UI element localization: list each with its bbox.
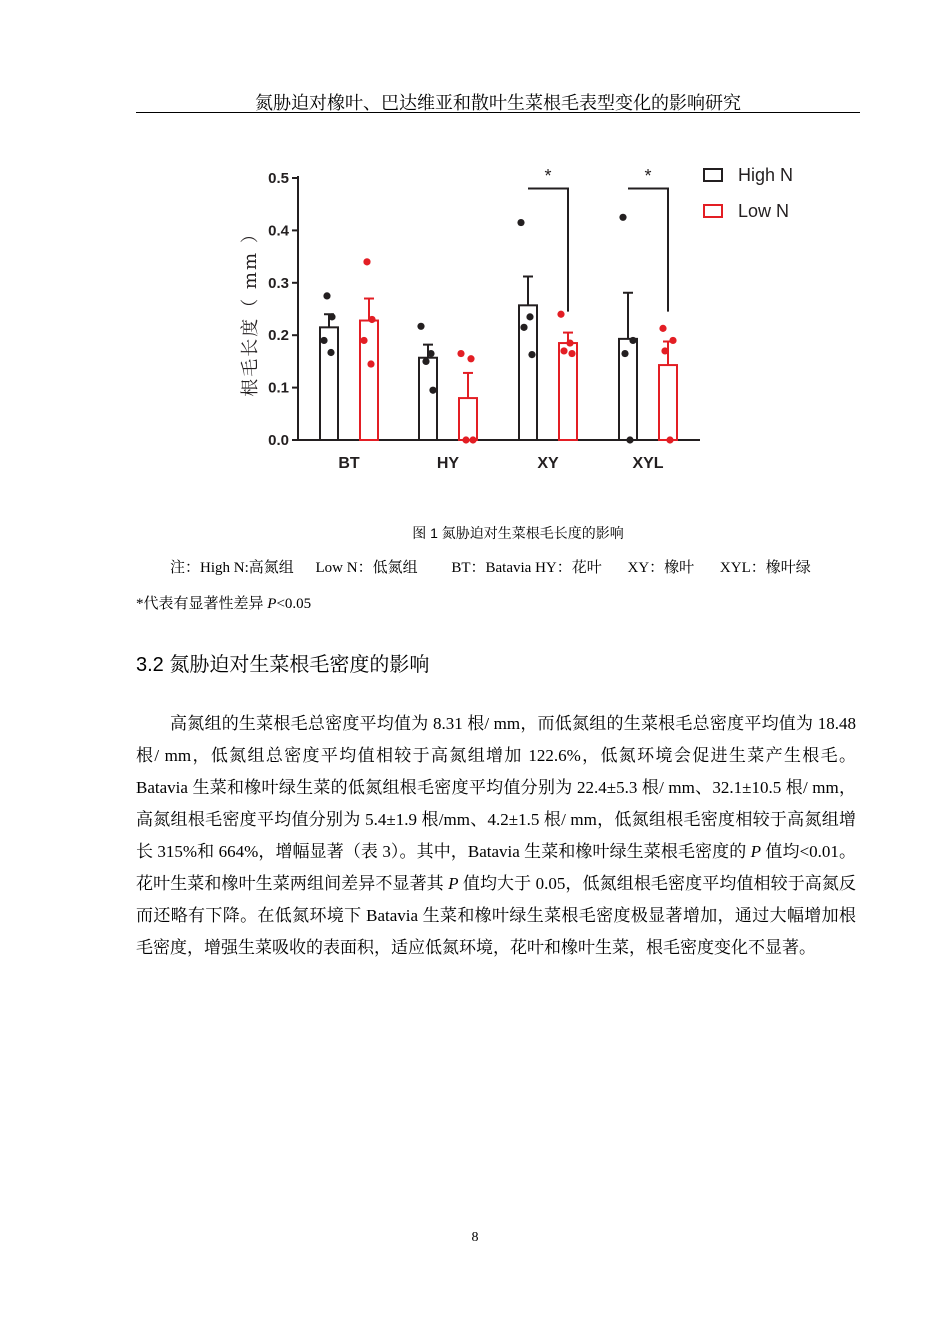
data-point [323, 292, 330, 299]
x-tick-label: XYL [632, 455, 664, 472]
data-point [367, 360, 374, 367]
data-point [666, 436, 673, 443]
note-item: BT：Batavia HY：花叶 [451, 560, 602, 576]
bar [659, 365, 677, 440]
data-point [568, 350, 575, 357]
bar [559, 343, 577, 440]
bar [419, 358, 437, 440]
data-point [422, 358, 429, 365]
data-point [619, 214, 626, 221]
data-point [328, 313, 335, 320]
note-item: 注：High N:高氮组 [170, 560, 294, 576]
significance-bracket [628, 188, 668, 311]
y-axis-label: 根毛长度（ mm ） [240, 223, 261, 397]
significance-marker: * [544, 166, 552, 186]
data-point [661, 347, 668, 354]
figure-caption: 图 1 氮胁迫对生菜根毛长度的影响 [412, 525, 624, 541]
data-point [467, 355, 474, 362]
bar-chart [230, 140, 830, 480]
x-tick-label: HY [436, 455, 460, 472]
data-point [669, 337, 676, 344]
header-rule [136, 112, 860, 113]
section-heading: 3.2 氮胁迫对生菜根毛密度的影响 [136, 654, 430, 676]
data-point [560, 347, 567, 354]
body-paragraph: 高氮组的生菜根毛总密度平均值为 8.31 根/ mm，而低氮组的生菜根毛总密度平均值为 18.48 根/ mm，低氮组总密度平均值相较于高氮组增加 122.6%，低氮环境会促进生菜产生根毛。Batavia 生菜和橡叶绿生菜的低氮组根毛密度平均值分别为 22.4±5.3 根/ mm、32.1±10.5 根/ mm，高氮组根毛密度平均值分别为 5.4±1.9 根/mm、4.2±1.5 根/ mm，低氮组根毛密度相较于高氮组增长 315%和 664%，增幅显著（表 3）。其中，Batavia 生菜和橡叶绿生菜根毛密度的 P 值均<0.01。花叶生菜和橡叶生菜两组间差异不显著其 P 值均大于 0.05，低氮组根毛密度平均值相较于高氮反而还略有下降。在低氮环境下 Batavia 生菜和橡叶绿生菜根毛密度极显著增加，通过大幅增加根毛密度，增强生菜吸收的表面积，适应低氮环境，花叶和橡叶生菜，根毛密度变化不显著。 [136, 714, 856, 957]
note-suffix: <0.05 [276, 596, 312, 612]
y-tick-label: 0.1 [268, 379, 289, 397]
data-point [360, 337, 367, 344]
bar [459, 398, 477, 440]
x-tick-label: XY [537, 455, 559, 472]
y-tick-label: 0.2 [268, 327, 289, 345]
x-tick-label: BT [338, 455, 360, 472]
data-point [526, 313, 533, 320]
legend-label: High N [738, 165, 794, 185]
bar [320, 327, 338, 440]
legend-swatch [704, 205, 722, 217]
page-number: 8 [471, 1230, 479, 1245]
figure-note [170, 558, 811, 578]
data-point [457, 350, 464, 357]
note-p: P [267, 596, 277, 612]
significance-marker: * [644, 166, 652, 186]
y-tick-label: 0.4 [268, 222, 289, 240]
note-item: XY：橡叶 [627, 560, 695, 576]
data-point [626, 436, 633, 443]
data-point [517, 219, 524, 226]
data-point [363, 258, 370, 265]
data-point [520, 324, 527, 331]
note-item: XYL：橡叶绿 [719, 560, 811, 576]
data-point [469, 436, 476, 443]
significance-bracket [528, 188, 568, 311]
running-header: 氮胁迫对橡叶、巴达维亚和散叶生菜根毛表型变化的影响研究 [255, 93, 741, 113]
legend-label: Low N [738, 201, 790, 221]
data-point [566, 339, 573, 346]
y-tick-label: 0.0 [268, 432, 289, 449]
data-point [429, 387, 436, 394]
figure-note-significance [136, 594, 311, 614]
data-point [427, 350, 434, 357]
data-point [659, 325, 666, 332]
legend-swatch [704, 169, 722, 181]
y-tick-label: 0.5 [268, 170, 289, 187]
data-point [327, 349, 334, 356]
data-point [528, 351, 535, 358]
data-point [320, 337, 327, 344]
note-prefix: *代表有显著性差异 [136, 596, 268, 612]
note-item: Low N：低氮组 [315, 560, 418, 576]
data-point [368, 316, 375, 323]
data-point [621, 350, 628, 357]
data-point [417, 323, 424, 330]
y-tick-label: 0.3 [268, 274, 289, 292]
data-point [629, 337, 636, 344]
data-point [557, 311, 564, 318]
data-point [462, 436, 469, 443]
